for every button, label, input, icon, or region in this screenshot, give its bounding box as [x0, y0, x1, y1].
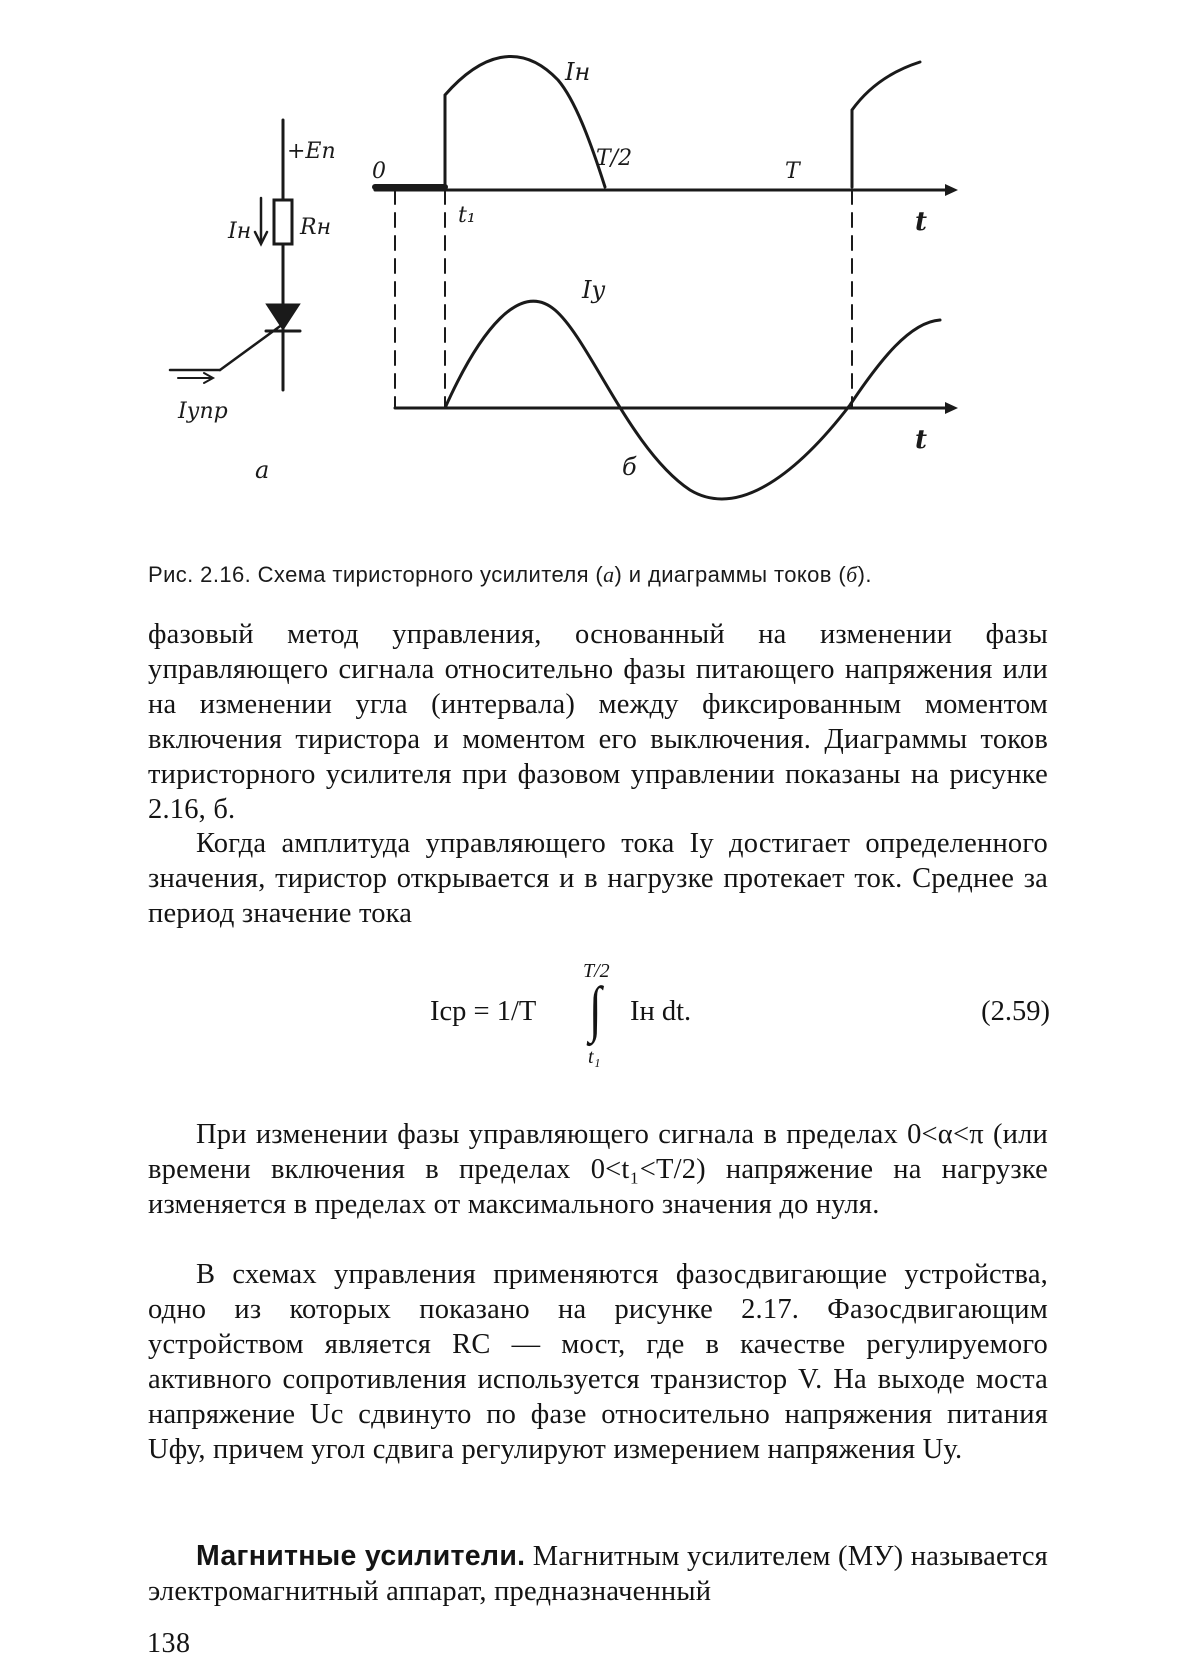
- formula-upper-limit: T/2: [583, 960, 610, 982]
- figure-2-16: [150, 50, 1040, 550]
- time-axis-label-top: t: [915, 207, 928, 237]
- control-current-label: Iупр: [178, 399, 228, 424]
- control-current-curve: [445, 301, 940, 499]
- load-current-label: Iн: [228, 219, 252, 244]
- figure-caption: Рис. 2.16. Схема тиристорного усилителя (а) и диаграммы токов (б).: [148, 562, 872, 587]
- control-curve-label: Iу: [582, 276, 606, 304]
- load-curve-label: Iн: [565, 58, 591, 86]
- paragraph-1: фазовый метод управления, основанный на изменении фазы управляющего сигнала относительно фазы питающего напряжения или на изменении угла (интервала) между фиксированным моментом включения тиристора и моментом его выключения. Диаграммы токов тиристорного усилителя при фазовом управлении показаны на рисунке 2.16, б.: [148, 618, 1048, 825]
- figure-drawing: [150, 50, 1040, 550]
- paragraph-2: Когда амплитуда управляющего тока Iу достигает определенного значения, тиристор открывается и в нагрузке протекает ток. Среднее за период значение тока: [148, 827, 1048, 929]
- panel-label-b: б: [622, 453, 637, 481]
- resistor-label: Rн: [300, 215, 332, 240]
- formula-lower-limit: t₁: [588, 1046, 601, 1068]
- time-axis-label-bottom: t: [915, 425, 928, 455]
- t1-label: t₁: [458, 203, 476, 228]
- formula-2-59: [430, 960, 1050, 1080]
- section-heading: Магнитные усилители.: [196, 1539, 526, 1572]
- paragraph-4: В схемах управления применяются фазосдвигающие устройства, одно из которых показано на рисунке 2.17. Фазосдвигающим устройством является RC — мост, где в качестве регулируемого активного сопротивления используется транзистор V. На выходе моста напряжение Uс сдвинуто по фазе относительно напряжения питания Uфу, причем угол сдвига регулируют измерением напряжения Uу.: [148, 1258, 1048, 1465]
- formula-integrand: Iн dt.: [630, 996, 692, 1027]
- paragraph-5-text: Магнитным усилителем (МУ) называется электромагнитный аппарат, предназначенный: [148, 1540, 1048, 1607]
- supply-label: +Eп: [287, 139, 336, 164]
- load-resistor: [274, 200, 292, 244]
- paragraph-5: [148, 1539, 1048, 1609]
- half-period-label: T/2: [596, 146, 633, 171]
- formula-integral-sign: ∫: [589, 974, 602, 1043]
- page-number: 138: [147, 1628, 191, 1659]
- panel-label-a: а: [255, 456, 270, 484]
- formula-lhs: Iср = 1/T: [430, 996, 537, 1027]
- gate-wire: [220, 324, 283, 370]
- formula-number: (2.59): [981, 996, 1050, 1027]
- origin-label: 0: [372, 159, 386, 184]
- paragraph-3: При изменении фазы управляющего сигнала в пределах 0<α<π (или времени включения в пределах 0<t₁<T/2) напряжение на нагрузке изменяется в пределах от максимального значения до нуля.: [148, 1118, 1048, 1220]
- load-current-curve-next: [852, 62, 920, 187]
- period-label: T: [785, 159, 800, 184]
